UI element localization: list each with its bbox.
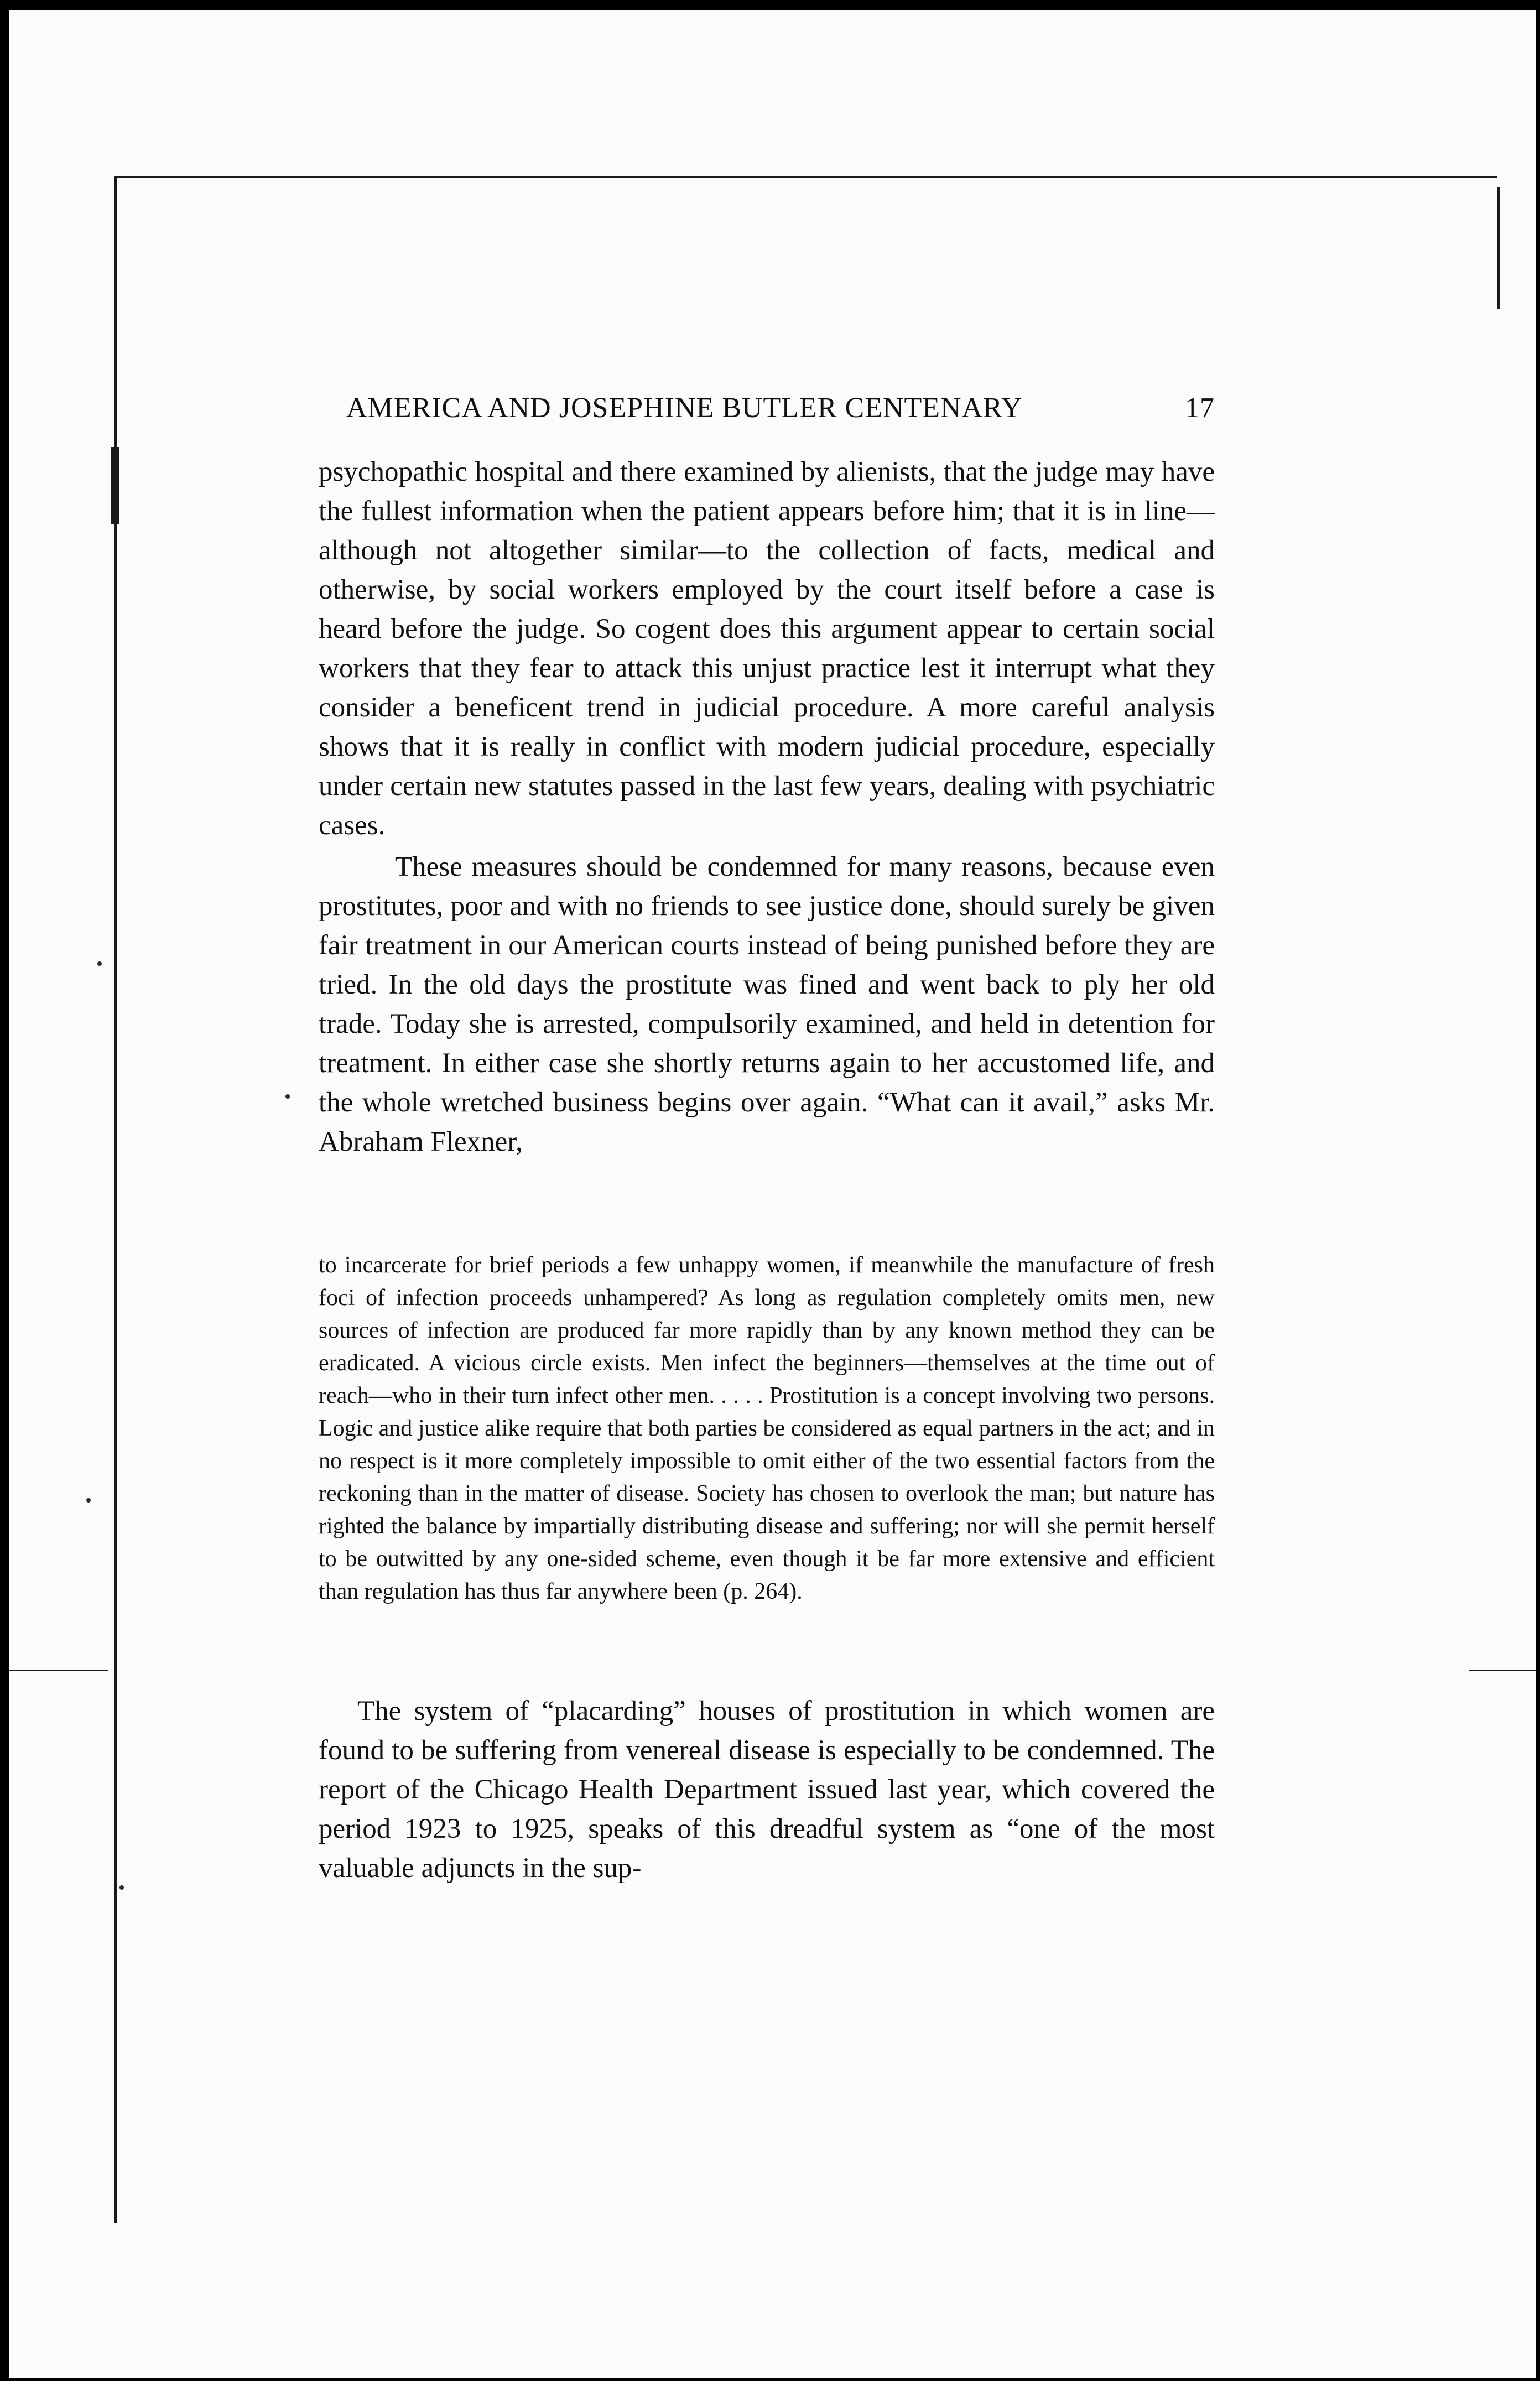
- scan-speck: [86, 1498, 91, 1503]
- block-quote: to incarcerate for brief periods a few unhappy women, if meanwhile the manufacture of fresh foci of infection proceeds unhampered? As long as regulation completely omits men, new sources of infection are produced far more rapidly than by any known method they can be eradicated. A vicious circle exists. Men infect the beginners—themselves at the time out of reach—who in their turn infect other men. . . . . Prostitution is a concept involving two persons. Logic and justice alike require that both parties be considered as equal partners in the act; and in no respect is it more completely impossible to omit either of the two essential factors from the reckoning than in the matter of disease. Society has chosen to overlook the man; but nature has righted the balance by impartially distributing disease and suffering; nor will she permit herself to be outwitted by any one-sided scheme, even though it be far more extensive and efficient than regulation has thus far anywhere been (p. 264).: [319, 1252, 1215, 1604]
- scan-speck: [97, 961, 102, 966]
- scan-side-tick: [9, 1670, 108, 1671]
- body-text: [319, 453, 1215, 1162]
- scan-speck: [119, 1885, 124, 1890]
- scan-side-tick: [1469, 1670, 1536, 1671]
- running-title: AMERICA AND JOSEPHINE BUTLER CENTENARY: [346, 392, 1023, 424]
- running-header: [319, 392, 1215, 436]
- page-number: 17: [1185, 392, 1215, 424]
- paragraph: The system of “placarding” houses of prostitution in which women are found to be suffering from venereal disease is especially to be condemned. The report of the Chicago Health Department issued last year, which covered the period 1923 to 1925, speaks of this dreadful system as “one of the most valuable adjuncts in the sup-: [319, 1696, 1215, 1884]
- scan-right-rule: [1497, 187, 1500, 309]
- paragraph: psychopathic hospital and there examined by alienists, that the judge may have the fullest information when the patient appears before him; that it is in line—although not altogether similar—to the collection of facts, medical and otherwise, by social workers employed by the court itself before a case is heard before the judge. So cogent does this argument appear to certain social workers that they fear to attack this unjust practice lest it interrupt what they consider a beneficent trend in judicial procedure. A more careful analysis shows that it is really in conflict with modern judicial procedure, especially under certain new statutes passed in the last few years, dealing with psychiatric cases.: [319, 456, 1215, 841]
- paragraph: These measures should be condemned for many reasons, because even prostitutes, poor and with no friends to see justice done, should surely be given fair treatment in our American courts instead of being punished before they are tried. In the old days the prostitute was fined and went back to ply her old trade. Today she is arrested, compulsorily examined, and held in detention for treatment. In either case she shortly returns again to her accustomed life, and the whole wretched business begins over again. “What can it avail,” asks Mr. Abraham Flexner,: [319, 851, 1215, 1157]
- scanned-page: [9, 10, 1536, 2378]
- scan-speck: [285, 1094, 290, 1099]
- scan-left-bar: [111, 447, 119, 524]
- scan-top-rule: [114, 176, 1497, 178]
